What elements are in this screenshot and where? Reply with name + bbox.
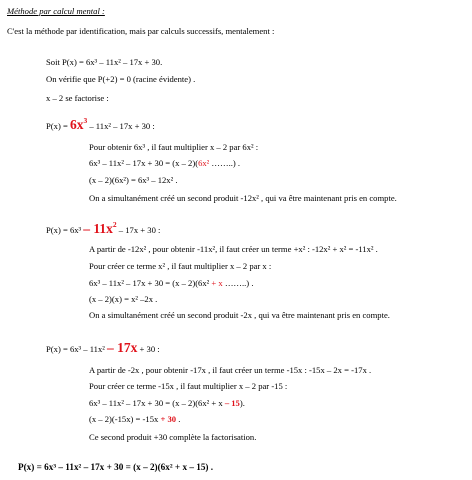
section3-line-5: Ce second produit +30 complète la factorisation.	[89, 432, 257, 442]
section2-line-3: 6x³ – 11x² – 17x + 30 = (x – 2)(6x² + x ……..) .	[89, 278, 254, 288]
section2-heading: $P(x) = 6x^3 - 11x^2 - 17x + 30$ :	[46, 220, 161, 236]
section3-line-1: A partir de -2x , pour obtenir -17x , il faut créer un terme -15x : -15x – 2x = -17x .	[89, 365, 372, 375]
section2-line-2: Pour créer ce terme x² , il faut multiplier x – 2 par x :	[89, 261, 272, 271]
section3-line-2: Pour créer ce terme -15x , il faut multiplier x – 2 par -15 :	[89, 381, 288, 391]
setup-line-3: x – 2 se factorise :	[46, 93, 109, 103]
setup-line-2: On vérifie que P(+2) = 0 (racine évidente) .	[46, 74, 196, 84]
conclusion: P(x) = 6x³ – 11x² – 17x + 30 = (x – 2)(6x² + x – 15) .	[18, 462, 214, 472]
intro-line: C'est la méthode par identification, mais par calculs successifs, mentalement :	[7, 26, 275, 36]
section2-line-4: (x – 2)(x) = x² –2x .	[89, 294, 158, 304]
section3-line-4: (x – 2)(-15x) = -15x + 30 .	[89, 414, 181, 424]
section1-line-2: 6x³ – 11x² – 17x + 30 = (x – 2)(6x² ……..) .	[89, 158, 241, 168]
section1-line-1: Pour obtenir 6x³ , il faut multiplier x – 2 par 6x² :	[89, 142, 259, 152]
section3-heading: P(x) = 6x³ – 11x² – 17x + 30 :	[46, 340, 160, 355]
section2-line-5: On a simultanément créé un second produit -2x , qui va être maintenant pris en compte.	[89, 310, 390, 320]
setup-line-1: Soit P(x) = 6x³ – 11x² – 17x + 30.	[46, 57, 163, 67]
heading: Méthode par calcul mental :	[7, 6, 105, 16]
section1-line-4: On a simultanément créé un second produit -12x² , qui va être maintenant pris en compte.	[89, 193, 397, 203]
section1-line-3: (x – 2)(6x²) = 6x³ – 12x² .	[89, 175, 178, 185]
section1-heading: $P(x) = 6x^3 - 11x^2 - 17x + 30$ :	[46, 116, 155, 132]
section2-line-1: A partir de -12x² , pour obtenir -11x², il faut créer un terme +x² : -12x² + x² = -11x² .	[89, 244, 378, 254]
section3-line-3: 6x³ – 11x² – 17x + 30 = (x – 2)(6x² + x – 15).	[89, 398, 245, 408]
